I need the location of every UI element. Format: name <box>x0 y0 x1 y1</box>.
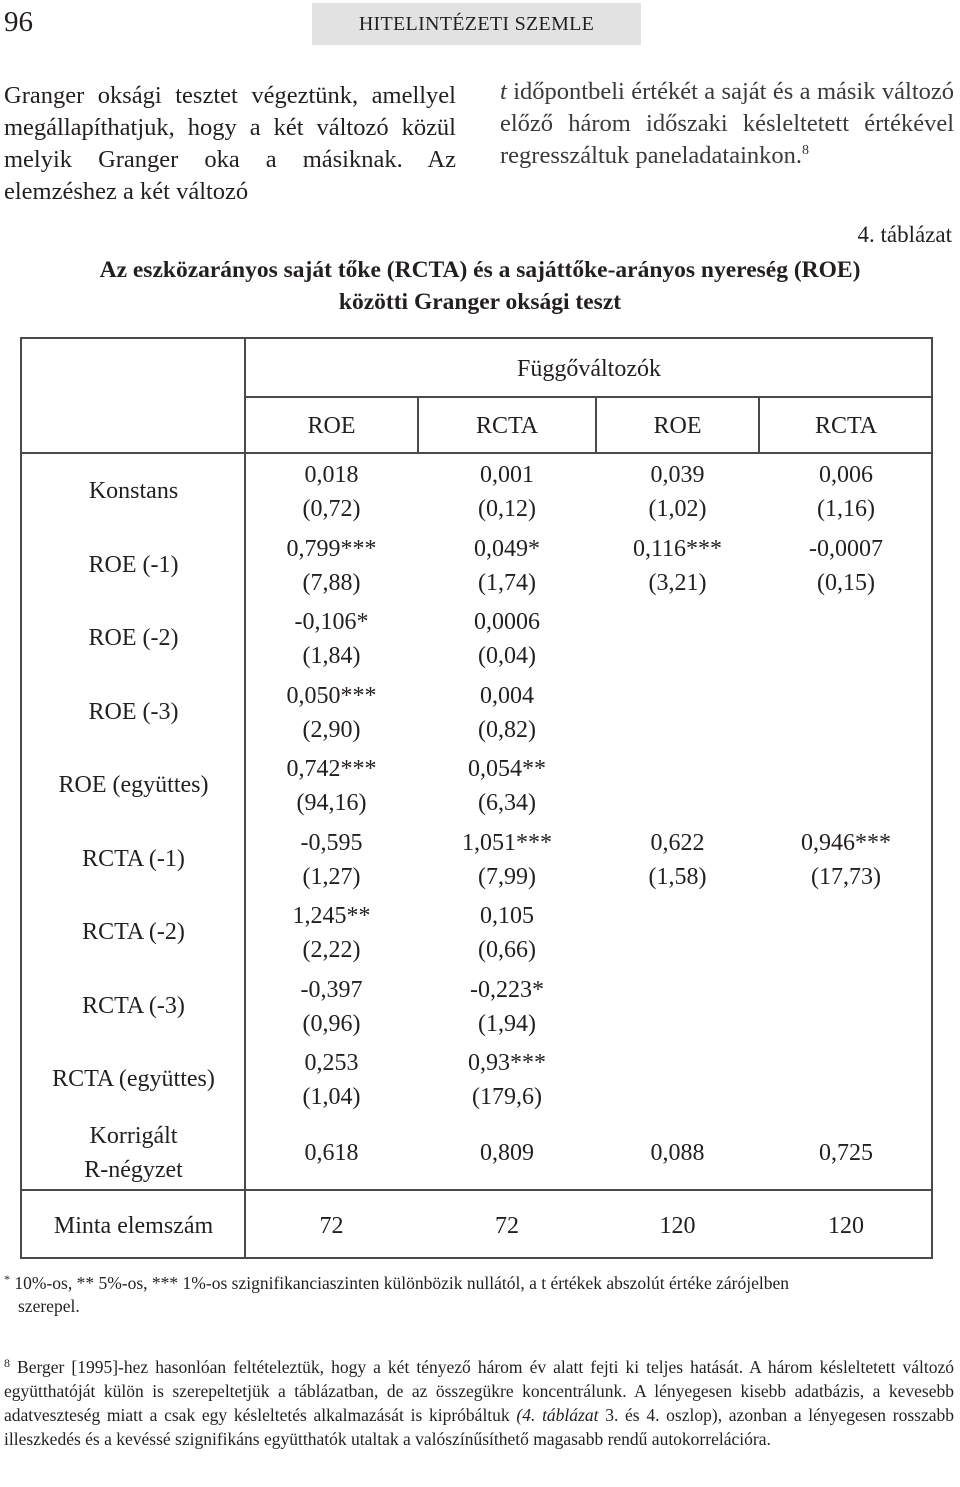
r2-label-line1: Korrigált <box>89 1123 178 1149</box>
table-title-line2: közötti Granger oksági teszt <box>338 289 622 315</box>
coefficient-value: 0,0006 <box>474 609 540 635</box>
column-header: ROE <box>307 413 356 439</box>
stars-text-cont: szerepel. <box>18 1296 80 1316</box>
t-statistic-value: (1,74) <box>478 569 536 596</box>
table-hline <box>20 452 933 454</box>
footnote-significance <box>4 1272 956 1318</box>
sample-size-value: 72 <box>319 1213 344 1239</box>
t-statistic-value: (0,15) <box>817 569 875 596</box>
row-label: Konstans <box>88 478 179 504</box>
fn8-italic: (4. táblázat <box>516 1405 599 1425</box>
coefficient-value: 0,050*** <box>286 682 377 709</box>
t-statistic-value: (1,27) <box>302 863 361 890</box>
row-label: ROE (-2) <box>88 625 179 651</box>
stars-text: 10%-os, ** 5%-os, *** 1%-os szignifikanciaszinten különbözik nullától, a t értékek abszolút értéke zárójelben <box>10 1273 790 1293</box>
coefficient-value: 0,93*** <box>468 1050 546 1076</box>
t-statistic-value: (1,94) <box>478 1010 536 1037</box>
row-label: RCTA (együttes) <box>52 1066 215 1092</box>
table-title <box>0 254 960 318</box>
t-statistic-value: (3,21) <box>648 569 707 596</box>
table-hline <box>20 1189 933 1191</box>
fn8-text-a: Berger [1995]-hez hasonlóan feltételeztük, hogy a két tényező három év alatt fejti ki teljes hatását. A három késleltetett változó együtthatóját külön is szerepeltetjük a táblázatban, de az összegükre koncentrálunk. A lényegesen kisebb adatbázis, a kevesebb adatveszteség miatt a csak egy késleltetés alkalmazását is kipróbáltuk <box>4 1357 954 1425</box>
column-header: RCTA <box>814 413 878 439</box>
coefficient-value: 0,001 <box>480 462 534 488</box>
table-title-line1: Az eszközarányos saját tőke (RCTA) és a sajáttőke-arányos nyereség (ROE) <box>99 257 861 283</box>
t-statistic-value: (0,96) <box>302 1010 361 1037</box>
row-label: ROE (-3) <box>88 698 179 725</box>
t-statistic-value: (1,02) <box>648 496 707 522</box>
r2-value: 0,088 <box>650 1140 705 1166</box>
row-label: RCTA (-1) <box>82 845 185 872</box>
row-label: ROE (együttes) <box>58 772 209 798</box>
fn8-text-b: 3. és 4. oszlop), azonban a lényegesen rosszabb illeszkedés és a kevéssé szignifikáns együtthatók utaltak a valószínűsíthető magasabb rendű autokorrelációra. <box>4 1405 954 1449</box>
row-label: ROE (-1) <box>88 551 179 578</box>
t-statistic-value: (1,04) <box>302 1084 361 1110</box>
t-statistic-value: (2,22) <box>302 937 361 963</box>
dependent-variables-header: Függőváltozók <box>517 356 661 382</box>
column-header: RCTA <box>475 413 539 439</box>
coefficient-value: 0,018 <box>304 462 359 488</box>
t-statistic-value: (94,16) <box>296 790 367 816</box>
coefficient-value: 1,245** <box>292 903 371 929</box>
coefficient-value: 0,946*** <box>801 829 891 856</box>
coefficient-value: -0,0007 <box>809 535 883 562</box>
t-statistic-value: (2,90) <box>302 716 361 743</box>
t-statistic-value: (6,34) <box>478 790 536 816</box>
coefficient-value: -0,397 <box>300 976 363 1003</box>
sample-size-value: 72 <box>495 1213 519 1239</box>
sample-size-value: 120 <box>828 1213 864 1239</box>
t-statistic-value: (0,04) <box>478 643 536 669</box>
coefficient-value: 0,049* <box>474 535 540 562</box>
table-hline <box>244 396 933 398</box>
italic-t: t <box>500 78 507 105</box>
r2-value: 0,618 <box>304 1140 359 1166</box>
journal-banner: HITELINTÉZETI SZEMLE <box>312 3 641 45</box>
t-statistic-value: (0,12) <box>478 496 536 522</box>
t-statistic-value: (7,88) <box>302 569 361 596</box>
r2-value: 0,725 <box>819 1140 873 1166</box>
t-statistic-value: (1,16) <box>817 496 875 522</box>
coefficient-value: -0,595 <box>300 829 363 856</box>
t-statistic-value: (0,82) <box>478 716 536 743</box>
row-label: RCTA (-2) <box>82 919 185 945</box>
r2-label-line2: R-négyzet <box>84 1157 183 1183</box>
t-statistic-value: (1,58) <box>648 863 707 890</box>
stars-marker: * <box>4 1272 10 1286</box>
coefficient-value: 0,039 <box>650 462 705 488</box>
coefficient-value: -0,106* <box>294 609 369 635</box>
page-number: 96 <box>4 6 33 38</box>
coefficient-value: -0,223* <box>470 976 544 1003</box>
coefficient-value: 0,006 <box>819 462 873 488</box>
footnote-8 <box>4 1355 954 1451</box>
t-statistic-value: (17,73) <box>811 863 881 890</box>
right-column-text: időpontbeli értékét a saját és a másik változó előző három időszaki késleltetett értékével regresszáltuk paneladatainkon. <box>500 78 954 169</box>
row-label: RCTA (-3) <box>82 992 185 1019</box>
t-statistic-value: (1,84) <box>302 643 361 669</box>
coefficient-value: 0,054** <box>468 756 546 782</box>
coefficient-value: 0,105 <box>480 903 534 929</box>
t-statistic-value: (7,99) <box>478 863 536 890</box>
coefficient-value: 0,742*** <box>286 756 377 782</box>
body-text-right-column <box>500 76 954 172</box>
coefficient-value: 0,253 <box>304 1050 359 1076</box>
table-number: 4. táblázat <box>857 222 952 247</box>
column-header: ROE <box>653 413 702 439</box>
coefficient-value: 0,004 <box>480 682 534 709</box>
r2-value: 0,809 <box>480 1140 534 1166</box>
t-statistic-value: (179,6) <box>472 1084 542 1110</box>
coefficient-value: 0,799*** <box>286 535 377 562</box>
coefficient-value: 0,116*** <box>632 535 723 562</box>
sample-size-label: Minta elemszám <box>53 1213 214 1239</box>
footnote-ref-8: 8 <box>802 143 810 158</box>
body-text-left-column: Granger oksági tesztet végeztünk, amellyel megállapíthatjuk, hogy a két változó közül melyik Granger oka a másiknak. Az elemzéshez a két változó <box>4 82 456 205</box>
coefficient-value: 1,051*** <box>462 829 552 856</box>
coefficient-value: 0,622 <box>650 829 705 856</box>
t-statistic-value: (0,66) <box>478 937 536 963</box>
sample-size-value: 120 <box>659 1213 696 1239</box>
t-statistic-value: (0,72) <box>302 496 361 522</box>
fn8-marker: 8 <box>4 1356 10 1370</box>
